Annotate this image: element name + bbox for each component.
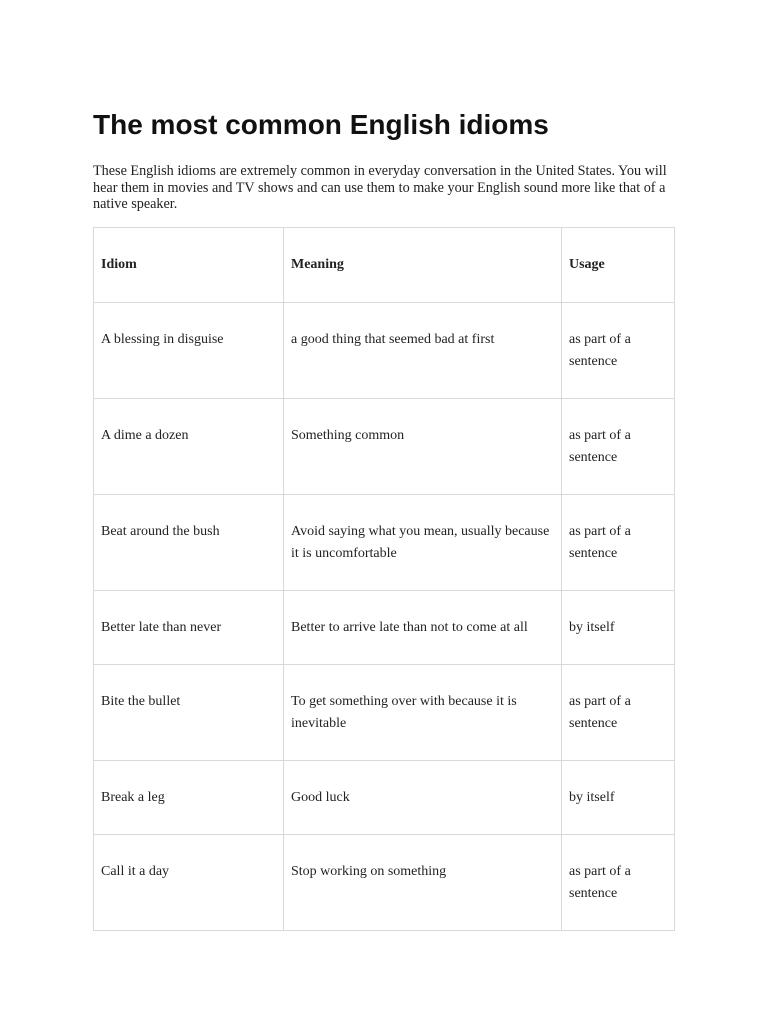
meaning-cell: a good thing that seemed bad at first [284,303,562,399]
document-title: The most common English idioms [93,109,549,140]
table-header-row [94,228,675,303]
idiom-cell: Call it a day [94,835,284,931]
meaning-cell: Better to arrive late than not to come at all [284,591,562,665]
usage-cell: as part of a sentence [562,303,675,399]
header-idiom: Idiom [94,228,284,303]
idiom-cell: A blessing in disguise [94,303,284,399]
table-row [94,835,675,931]
header-meaning: Meaning [284,228,562,303]
usage-cell: by itself [562,591,675,665]
usage-cell: as part of a sentence [562,399,675,495]
usage-cell: as part of a sentence [562,665,675,761]
table-row [94,761,675,835]
idiom-cell: Break a leg [94,761,284,835]
idioms-table [93,227,675,931]
header-usage: Usage [562,228,675,303]
table-row [94,495,675,591]
meaning-cell: Stop working on something [284,835,562,931]
table-row [94,591,675,665]
usage-cell: as part of a sentence [562,835,675,931]
table-row [94,399,675,495]
meaning-cell: Something common [284,399,562,495]
meaning-cell: Avoid saying what you mean, usually because it is uncomfortable [284,495,562,591]
idiom-cell: Bite the bullet [94,665,284,761]
usage-cell: as part of a sentence [562,495,675,591]
meaning-cell: Good luck [284,761,562,835]
table-row [94,303,675,399]
idiom-cell: Better late than never [94,591,284,665]
meaning-cell: To get something over with because it is inevitable [284,665,562,761]
idiom-cell: Beat around the bush [94,495,284,591]
table-row [94,665,675,761]
usage-cell: by itself [562,761,675,835]
intro-paragraph: These English idioms are extremely common in everyday conversation in the United States. You will hear them in movies and TV shows and can use them to make your English sound more like that of a native speaker. [93,163,667,212]
idiom-cell: A dime a dozen [94,399,284,495]
